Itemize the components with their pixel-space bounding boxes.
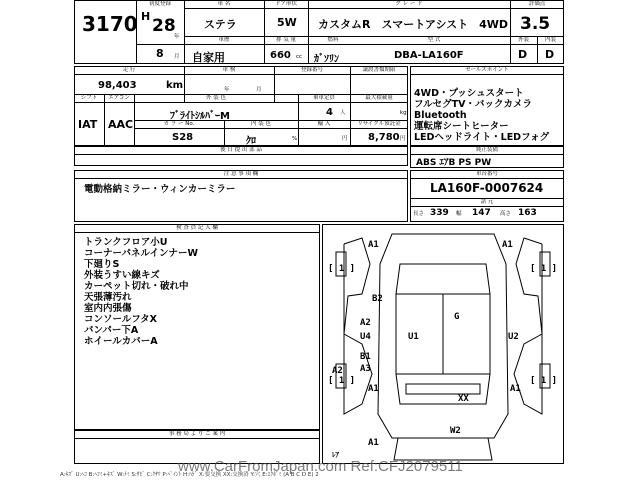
mark-a1-top-right: A1 [502,240,513,250]
inspection-year: 年 [224,87,230,93]
inspector-note: コーナーパネルインナーW [84,248,199,259]
length-label: 長さ [413,211,425,217]
inspector-note: 下廻りS [84,259,120,270]
inspector-note: カーペット切れ・破れ中 [84,281,189,292]
height-label: 高さ [500,211,512,217]
inspection-month: 月 [256,87,262,93]
ext-color-label: 外 装 色 [206,95,226,101]
damage-legend: A:ｷｽﾞ U:ﾍｺ B:ﾍｺﾐ+ｷｽﾞ W:ﾅﾐ S:ｻﾋﾞ C:ｸｻﾘ P:ﾍﾟｲﾝﾄ H:ﾊｹﾞ X:要交換 XX:交換済 Y:穴 E:ｴｸﾎﾞﾐ (A B C D E) 2 [60,472,319,478]
dims-label: 諸 元 [480,199,494,205]
after-parts-label: 後 日 提 出 部 品 [220,147,262,153]
mark-b2: B2 [372,294,383,304]
sales-point: 運転席シートヒーター [414,121,509,132]
model-type: DBA-LA160F [394,50,464,61]
sales-point: LEDヘッドライト・LEDフォグ [414,132,550,143]
mark-g: G [454,312,460,322]
mark-bracket-left-lower: [ 1 ] [328,376,356,386]
sales-point: Bluetooth [414,110,467,121]
genuine-equipment-label: 純正装備 [475,147,498,153]
length-value: 339 [430,208,449,218]
capacity-label: 乗車定員 [312,95,335,101]
inspector-note: トランクフロア小U [84,237,168,248]
genuine-equipment: ABS ｴｱB PS PW [416,158,492,168]
ac: AAC [108,118,134,131]
mileage: 98,403 [98,80,137,91]
year-suffix: 年 [174,34,180,40]
mark-u4: U4 [360,332,371,342]
interior-score-label: 内装 [544,37,556,43]
mark-a1-bottom: A1 [368,438,379,448]
color-no: S28 [172,132,194,143]
model-type-label: 型 式 [427,37,441,43]
first-reg-month: 8 [156,47,164,60]
percent-mark: % [292,136,298,142]
reg-expiry-label: 登録番号 [300,67,323,73]
overall-score: 3.5 [520,14,551,34]
interior-score: D [545,48,555,61]
import-yen: 円 [342,136,348,142]
inspector-note: 室内内張傷 [84,303,132,314]
sales-points-label: セールスポイント [465,67,509,73]
month-suffix: 月 [174,54,180,60]
mileage-unit: km [166,80,184,91]
inspector-note: コンソールフタX [84,314,157,325]
height-value: 163 [518,208,537,218]
mark-a1-mid-left: A1 [368,384,379,394]
inspector-notes-list [84,237,198,347]
mark-a1-mid-right: A1 [510,384,521,394]
mark-u2: U2 [508,332,519,342]
mileage-label: 走 行 [122,67,136,73]
office-notes-label: 事 務 局 よ り ご 案 内 [168,431,226,437]
mark-bracket-left-upper: [ 1 ] [328,264,356,274]
inspector-note: バンパー下A [84,325,139,336]
displacement-label: 排 気 量 [276,37,296,43]
notes-text: 電動格納ミラー・ウィンカーミラー [84,184,236,195]
capacity-unit: 人 [340,110,346,116]
capacity: 4 [326,107,333,118]
car-diagram [322,224,564,464]
recycle-label: リサイクル預託金 [357,121,401,127]
sales-points-list [414,88,549,143]
int-color-label: 内 装 色 [251,121,271,127]
mark-w2: W2 [450,426,461,436]
door-type: 5W [277,16,297,29]
car-name-label: 車 名 [217,1,231,7]
grade: カスタムR スマートアシスト 4WD [318,18,509,31]
max-load-unit: kg [400,110,407,116]
mark-xx: XX [458,394,469,404]
mark-bracket-right-upper: [ 1 ] [530,264,558,274]
usage-label: 車歴 [218,37,230,43]
max-load-label: 最大積載量 [365,95,393,101]
mark-a3: A3 [360,364,371,374]
watermark: www.CarFromJapan.com Ref:CFJ2079511 [178,458,463,475]
grade-label: グ レ ー ド [395,1,423,7]
inspector-note: 天張薄汚れ [84,292,132,303]
sales-point: フルセグTV・バックカメラ [414,99,532,110]
mark-bracket-right-lower: [ 1 ] [530,376,558,386]
usage: 自家用 [192,51,225,64]
score-label: 評価点 [528,1,546,7]
inspector-notes-label: 検 査 員 記 入 欄 [176,225,218,231]
chassis-label: 車台番号 [475,171,498,177]
inspection-label: 車 検 [222,67,236,73]
mark-a2-left: A2 [360,318,371,328]
recycle-fee: 8,780 [368,132,400,143]
int-color: ｸﾛ [246,136,256,147]
chassis-number: LA160F-0007624 [430,181,544,195]
lot-number: 3170 [82,12,138,36]
rear-label: ﾚｱ [332,451,339,459]
width-value: 147 [472,208,491,218]
era-mark: H [141,10,151,23]
specs-block [74,66,408,146]
mark-b1: B1 [360,352,371,362]
inspector-note: 外装うすい線キズ [84,270,160,281]
door-label: ドア形状 [275,1,297,7]
exterior-score: D [518,48,528,61]
mark-a1-top-left: A1 [368,240,379,250]
auction-sheet [74,0,564,480]
transfer-doc-label: 譲渡書類期限 [362,67,396,73]
sales-point: 4WD・プッシュスタート [414,88,524,99]
shift-label: シフト [80,95,98,101]
ac-label: エアコン [108,95,130,101]
car-name: ステラ [204,18,237,31]
displacement: 660 [270,50,291,61]
mark-u1: U1 [408,332,419,342]
fuel-label: 燃料 [327,37,339,43]
exterior-score-label: 外装 [517,37,529,43]
color-no-label: カ ラ ー No. [163,121,195,127]
inspector-note: ホイールカバーA [84,336,158,347]
shift: IAT [78,118,98,131]
first-reg-year: 28 [152,16,176,36]
recycle-unit: 円 [400,136,406,142]
notes-label: 注 意 事 項 欄 [223,171,259,177]
ext-color: ﾌﾞﾗｲﾄｼﾙﾊﾞｰM [170,111,230,122]
first-reg-label: 初度登録 [148,1,171,7]
displacement-unit: cc [296,54,303,60]
import-label: 輸 入 [317,121,331,127]
mark-a2-low: A2 [332,366,343,376]
fuel: ｶﾞｿﾘﾝ [314,54,339,65]
width-label: 幅 [456,211,462,217]
